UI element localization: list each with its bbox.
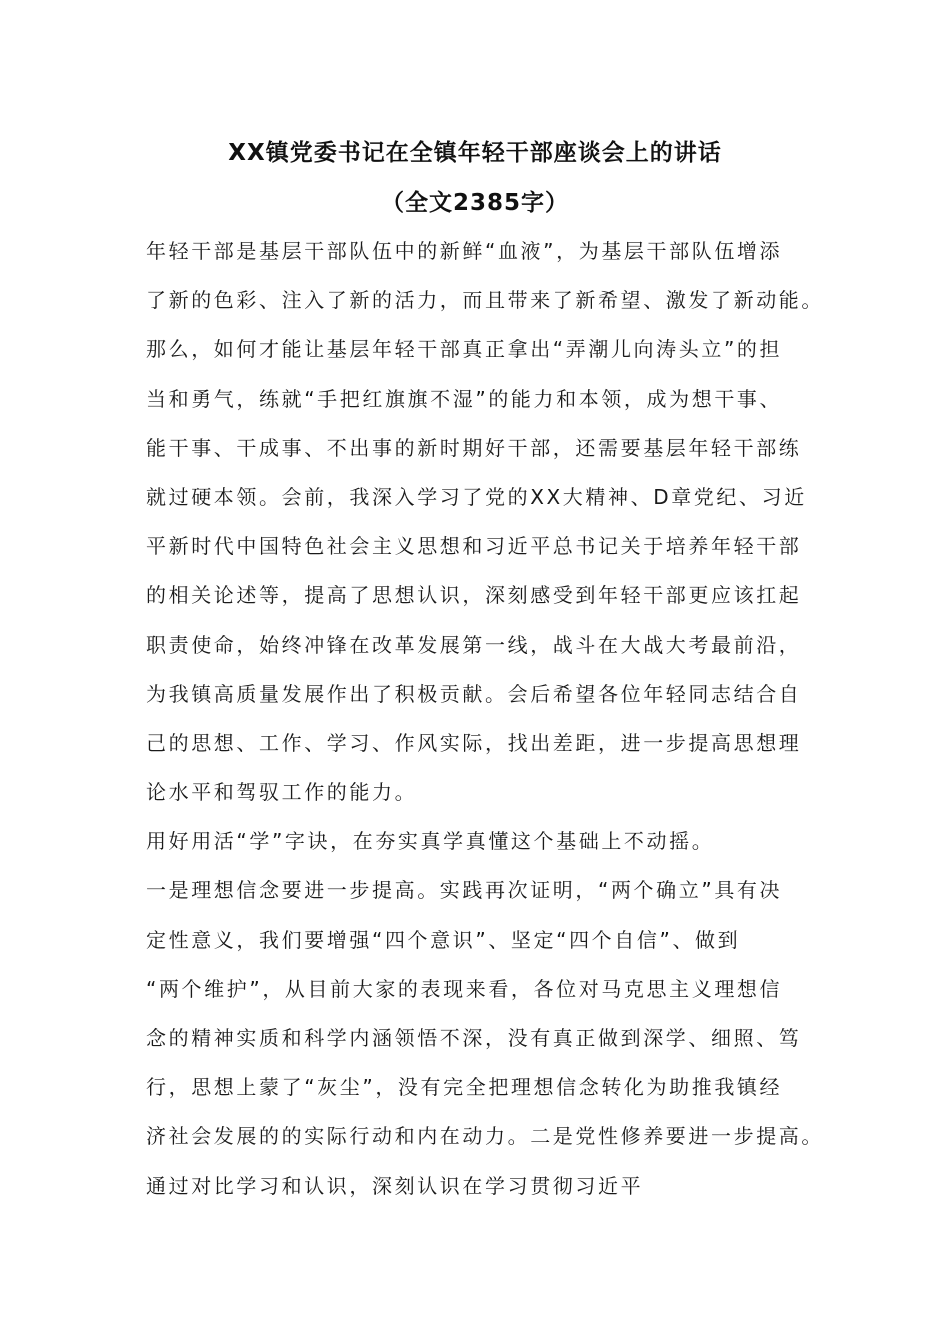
- document-title: XX镇党委书记在全镇年轻干部座谈会上的讲话: [228, 140, 722, 166]
- document-subtitle: （全文2385字）: [380, 190, 569, 216]
- body-line: 一是理想信念要进一步提高。实践再次证明，“两个确立”具有决: [146, 878, 783, 903]
- body-line: 行，思想上蒙了“灰尘”，没有完全把理想信念转化为助推我镇经: [146, 1075, 783, 1100]
- body-line: 职责使命，始终冲锋在改革发展第一线，战斗在大战大考最前沿，: [146, 632, 802, 657]
- body-line: “两个维护”，从目前大家的表现来看，各位对马克思主义理想信: [146, 976, 783, 1001]
- body-line: 能干事、干成事、不出事的新时期好干部，还需要基层年轻干部练: [146, 435, 802, 460]
- body-line: 了新的色彩、注入了新的活力，而且带来了新希望、激发了新动能。: [146, 288, 824, 313]
- body-line: 平新时代中国特色社会主义思想和习近平总书记关于培养年轻干部: [146, 534, 802, 559]
- body-line: 的相关论述等，提高了思想认识，深刻感受到年轻干部更应该扛起: [146, 583, 802, 608]
- section-heading-line: 用好用活“学”字诀，在夯实真学真懂这个基础上不动摇。: [146, 829, 715, 854]
- body-line: 就过硬本领。会前，我深入学习了党的XX大精神、D章党纪、习近: [146, 484, 807, 509]
- body-line: 通过对比学习和认识，深刻认识在学习贯彻习近平: [146, 1173, 644, 1198]
- body-line: 那么，如何才能让基层年轻干部真正拿出“弄潮儿向涛头立”的担: [146, 337, 783, 362]
- body-line: 当和勇气，练就“手把红旗旗不湿”的能力和本领，成为想干事、: [146, 386, 783, 411]
- body-line: 年轻干部是基层干部队伍中的新鲜“血液”，为基层干部队伍增添: [146, 239, 783, 263]
- body-line: 念的精神实质和科学内涵领悟不深，没有真正做到深学、细照、笃: [146, 1026, 802, 1050]
- body-line: 己的思想、工作、学习、作风实际，找出差距，进一步提高思想理: [146, 730, 802, 755]
- body-line: 济社会发展的的实际行动和内在动力。二是党性修养要进一步提高。: [146, 1124, 824, 1149]
- body-line: 为我镇高质量发展作出了积极贡献。会后希望各位年轻同志结合自: [146, 681, 802, 706]
- body-line: 定性意义，我们要增强“四个意识”、坚定“四个自信”、做到: [146, 927, 741, 952]
- body-line: 论水平和驾驭工作的能力。: [146, 780, 418, 805]
- document-body: [146, 232, 836, 1216]
